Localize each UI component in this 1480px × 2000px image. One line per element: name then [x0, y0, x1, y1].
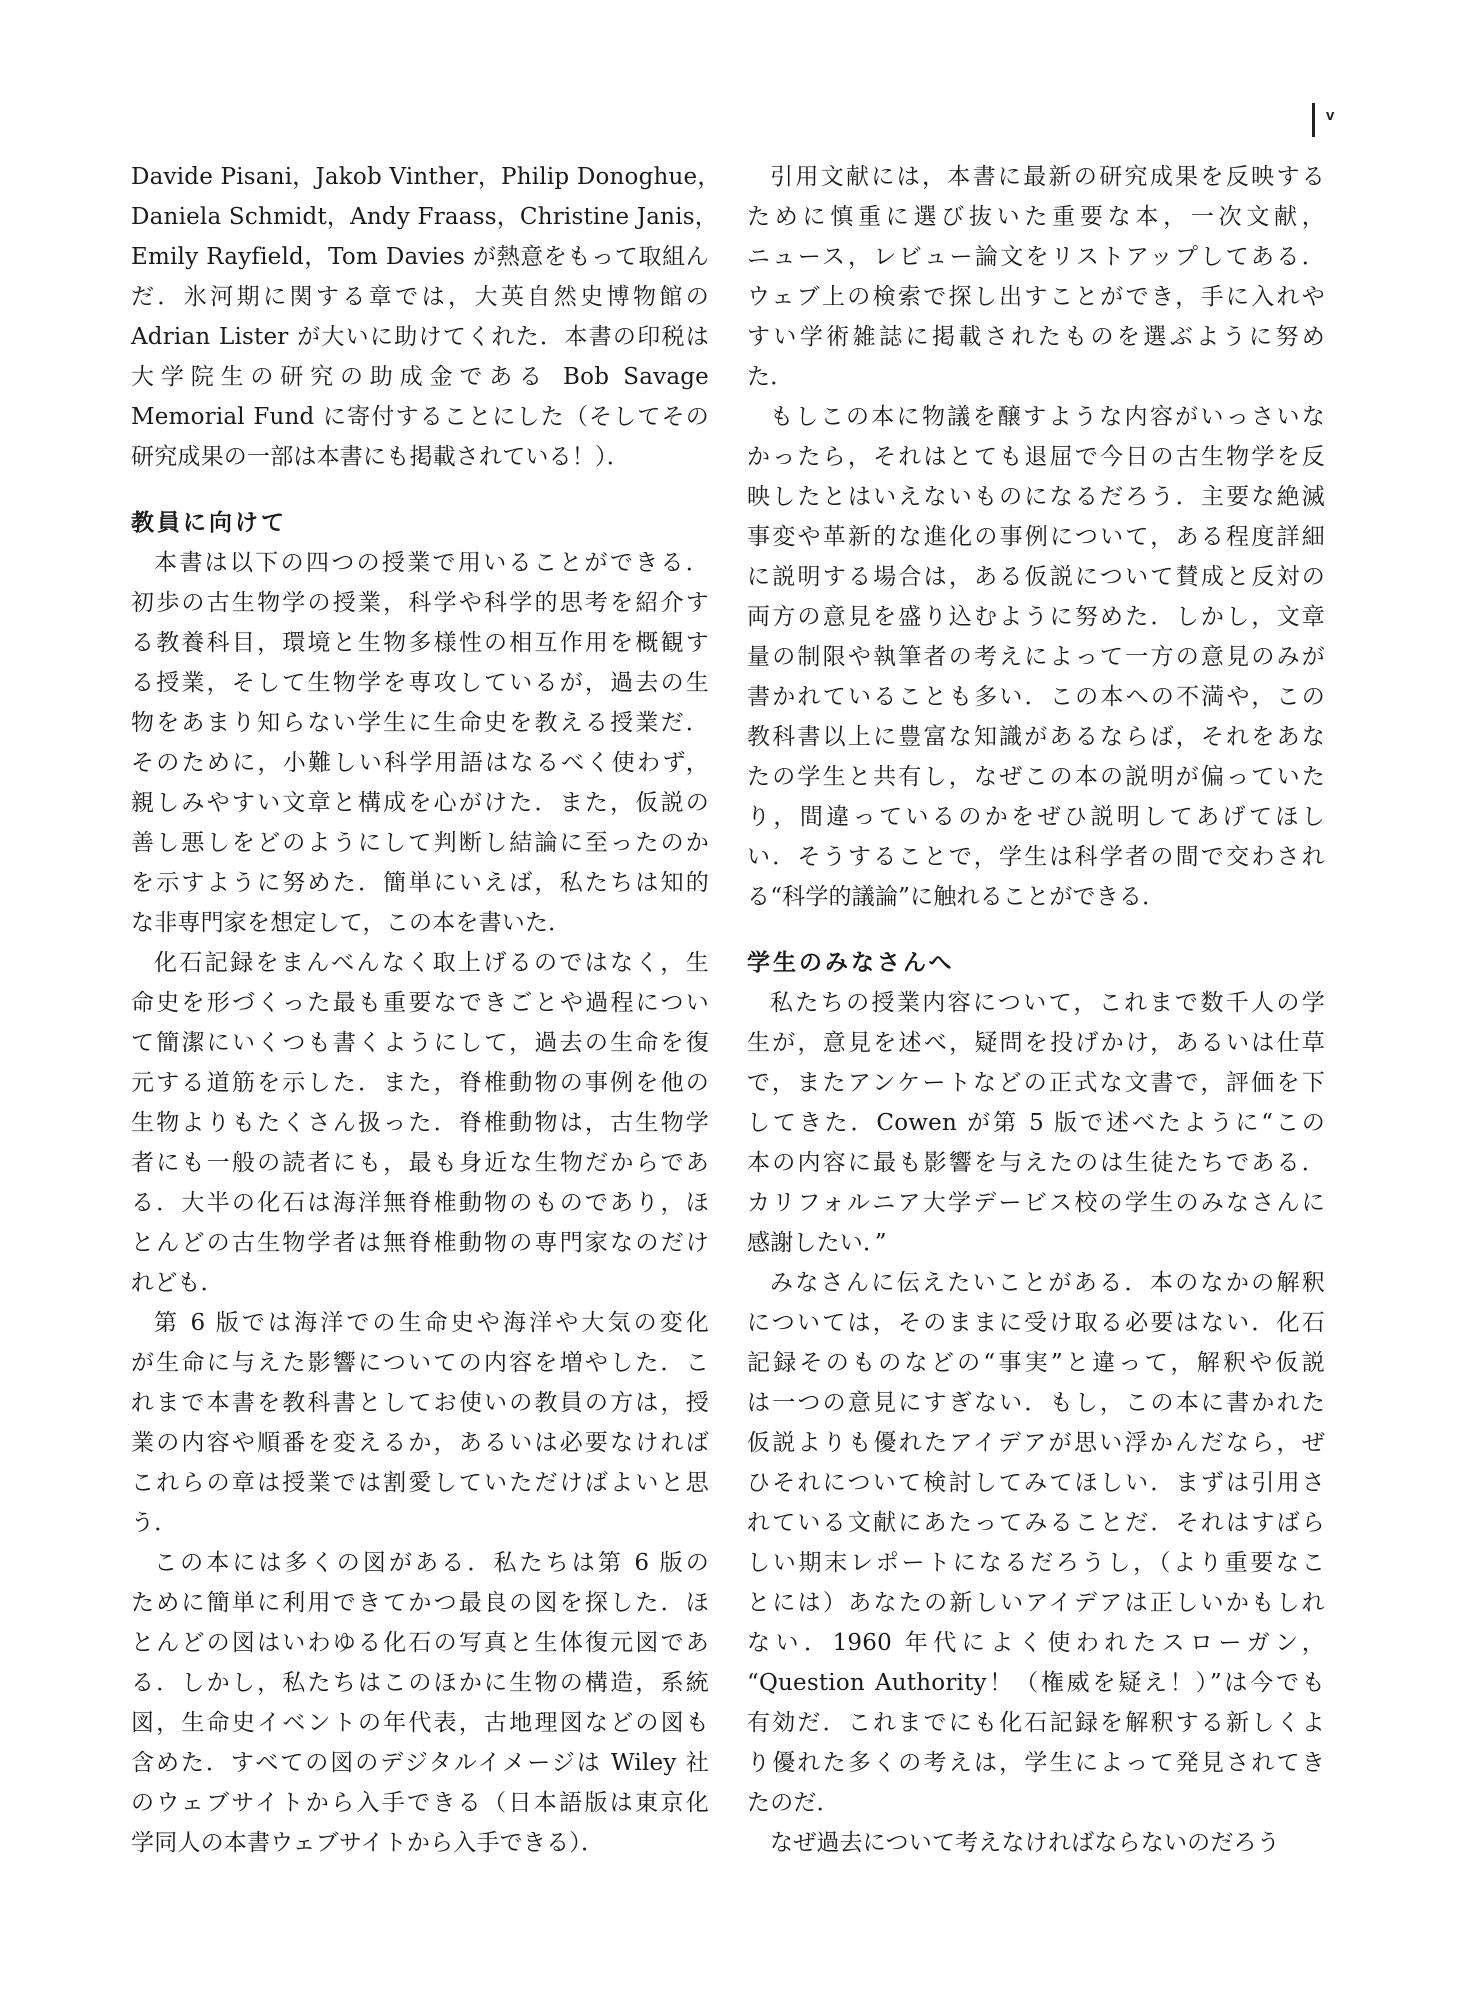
text-line: た．: [747, 364, 794, 390]
page-marker-rule: [1312, 103, 1315, 137]
section-heading: 学生のみなさんへ: [747, 950, 955, 976]
text-line: う．: [131, 1510, 178, 1536]
text-line: る．大半の化石は海洋無脊椎動物のものであり，ほ: [131, 1190, 709, 1216]
text-line: みなさんに伝えたいことがある．本のなかの解釈: [770, 1270, 1325, 1296]
paragraph: [131, 1303, 709, 1543]
paragraph: [747, 983, 1325, 1263]
text-line: 物をあまり知らない学生に生命史を教える授業だ．: [131, 710, 709, 736]
text-line: 両方の意見を盛り込むように努めた．しかし，文章: [747, 604, 1325, 630]
text-line: については，そのままに受け取る必要はない．化石: [747, 1310, 1325, 1336]
text-line: ために慎重に選び抜いた重要な本，一次文献，: [747, 204, 1325, 230]
text-line: だ．氷河期に関する章では，大英自然史博物館の: [131, 284, 709, 310]
text-line: してきた．Cowen が第 5 版で述べたように“この: [747, 1110, 1325, 1136]
paragraph: [131, 157, 721, 477]
text-line: Memorial Fund に寄付することにした（そしてその: [131, 404, 709, 430]
text-line: カリフォルニア大学デービス校の学生のみなさんに: [747, 1190, 1325, 1216]
text-line: れている文献にあたってみることだ．それはすばら: [747, 1510, 1325, 1536]
paragraph: [747, 397, 1325, 917]
text-line: ために簡単に利用できてかつ最良の図を探した．ほ: [131, 1590, 709, 1616]
text-line: 元する道筋を示した．また，脊椎動物の事例を他の: [131, 1070, 709, 1096]
text-line: 量の制限や執筆者の考えによって一方の意見のみが: [747, 644, 1325, 670]
text-line: Emily Rayfield，Tom Davies が熱意をもって取組ん: [131, 244, 709, 270]
text-line: 善し悪しをどのようにして判断し結論に至ったのか: [131, 830, 709, 856]
left-column: [131, 157, 721, 1863]
text-line: 記録そのものなどの“事実”と違って，解釈や仮説: [747, 1350, 1325, 1376]
text-line: 事変や革新的な進化の事例について，ある程度詳細: [747, 524, 1325, 550]
text-line: 書かれていることも多い．この本への不満や，この: [747, 684, 1325, 710]
text-line: ない．1960 年代によく使われたスローガン，: [747, 1630, 1325, 1656]
text-line: 生が，意見を述べ，疑問を投げかけ，あるいは仕草: [747, 1030, 1325, 1056]
paragraph: [131, 543, 709, 943]
text-line: 命史を形づくった最も重要なできごとや過程につい: [131, 990, 709, 1016]
text-line: 有効だ．これまでにも化石記録を解釈する新しくよ: [747, 1710, 1325, 1736]
text-line: Daniela Schmidt，Andy Fraass，Christine Janis，: [131, 204, 718, 230]
text-line: とんどの図はいわゆる化石の写真と生体復元図であ: [131, 1630, 709, 1656]
text-line: 本の内容に最も影響を与えたのは生徒たちである．: [747, 1150, 1325, 1176]
text-line: に説明する場合は，ある仮説について賛成と反対の: [747, 564, 1325, 590]
text-line: のウェブサイトから入手できる（日本語版は東京化: [131, 1790, 709, 1816]
text-line: とには）あなたの新しいアイデアは正しいかもしれ: [747, 1590, 1325, 1616]
text-line: 大学院生の研究の助成金である Bob Savage: [131, 364, 709, 390]
text-line: 図，生命史イベントの年代表，古地理図などの図も: [131, 1710, 709, 1736]
text-line: “Question Authority！（権威を疑え！）”は今でも: [747, 1670, 1325, 1696]
text-line: 映したとはいえないものになるだろう．主要な絶滅: [747, 484, 1325, 510]
text-line: かったら，それはとても退屈で今日の古生物学を反: [747, 444, 1325, 470]
text-line: とんどの古生物学者は無脊椎動物の専門家なのだけ: [131, 1230, 709, 1256]
text-line: すい学術雑誌に掲載されたものを選ぶように努め: [747, 324, 1325, 350]
text-line: Davide Pisani，Jakob Vinther，Philip Donoghue，: [131, 164, 721, 190]
paragraph: [747, 1263, 1325, 1823]
text-line: れども．: [131, 1270, 224, 1296]
text-line: 含めた．すべての図のデジタルイメージは Wiley 社: [131, 1750, 709, 1776]
text-line: 業の内容や順番を変えるか，あるいは必要なければ: [131, 1430, 709, 1456]
text-line: 学同人の本書ウェブサイトから入手できる）．: [131, 1830, 605, 1856]
paragraph: [747, 157, 1325, 397]
text-line: 本書は以下の四つの授業で用いることができる．: [154, 550, 709, 576]
text-line: り，間違っているのかをぜひ説明してあげてほし: [747, 804, 1325, 830]
text-line: しい期末レポートになるだろうし，（より重要なこ: [747, 1550, 1325, 1576]
text-line: 研究成果の一部は本書にも掲載されている！）．: [131, 444, 630, 470]
text-line: 生物よりもたくさん扱った．脊椎動物は，古生物学: [131, 1110, 709, 1136]
text-line: 感謝したい．”: [747, 1230, 887, 1256]
text-line: る“科学的議論”に触れることができる．: [747, 884, 1166, 910]
text-line: なぜ過去について考えなければならないのだろう: [770, 1830, 1280, 1856]
text-line: が生命に与えた影響についての内容を増やした．こ: [131, 1350, 709, 1376]
text-line: Adrian Lister が大いに助けてくれた．本書の印税は: [131, 324, 709, 350]
text-line: 引用文献には，本書に最新の研究成果を反映する: [770, 164, 1325, 190]
text-line: な非専門家を想定して，この本を書いた．: [131, 910, 572, 936]
text-line: で，またアンケートなどの正式な文書で，評価を下: [747, 1070, 1325, 1096]
text-line: ウェブ上の検索で探し出すことができ，手に入れや: [747, 284, 1325, 310]
text-line: り優れた多くの考えは，学生によって発見されてき: [747, 1750, 1325, 1776]
text-line: もしこの本に物議を醸すような内容がいっさいな: [770, 404, 1325, 430]
text-line: る．しかし，私たちはこのほかに生物の構造，系統: [131, 1670, 709, 1696]
text-line: 教科書以上に豊富な知識があるならば，それをあな: [747, 724, 1325, 750]
paragraph: [131, 1543, 709, 1863]
text-line: 仮説よりも優れたアイデアが思い浮かんだなら，ぜ: [747, 1430, 1325, 1456]
text-line: 化石記録をまんべんなく取上げるのではなく，生: [154, 950, 709, 976]
text-line: 初歩の古生物学の授業，科学や科学的思考を紹介す: [131, 590, 709, 616]
text-line: る授業，そして生物学を専攻しているが，過去の生: [131, 670, 709, 696]
text-line: る教養科目，環境と生物多様性の相互作用を概観す: [131, 630, 709, 656]
text-line: は一つの意見にすぎない．もし，この本に書かれた: [747, 1390, 1325, 1416]
paragraph: [747, 1823, 1325, 1863]
text-line: て簡潔にいくつも書くようにして，過去の生命を復: [131, 1030, 709, 1056]
text-line: を示すように努めた．簡単にいえば，私たちは知的: [131, 870, 709, 896]
text-line: 親しみやすい文章と構成を心がけた．また，仮説の: [131, 790, 709, 816]
text-line: たの学生と共有し，なぜこの本の説明が偏っていた: [747, 764, 1325, 790]
text-line: い．そうすることで，学生は科学者の間で交わされ: [747, 844, 1325, 870]
paragraph: [131, 943, 709, 1303]
text-line: これらの章は授業では割愛していただけばよいと思: [131, 1470, 709, 1496]
text-line: 第 6 版では海洋での生命史や海洋や大気の変化: [154, 1310, 709, 1336]
text-line: ニュース，レビュー論文をリストアップしてある．: [747, 244, 1325, 270]
page-number: v: [1326, 107, 1335, 124]
text-line: 私たちの授業内容について，これまで数千人の学: [770, 990, 1325, 1016]
section-heading: 教員に向けて: [131, 510, 287, 536]
text-line: ひそれについて検討してみてほしい．まずは引用さ: [747, 1470, 1325, 1496]
text-line: そのために，小難しい科学用語はなるべく使わず，: [131, 750, 709, 776]
text-line: れまで本書を教科書としてお使いの教員の方は，授: [131, 1390, 709, 1416]
text-line: たのだ．: [747, 1790, 840, 1816]
text-line: この本には多くの図がある．私たちは第 6 版の: [154, 1550, 709, 1576]
right-column: [747, 157, 1325, 1863]
text-line: 者にも一般の読者にも，最も身近な生物だからであ: [131, 1150, 709, 1176]
